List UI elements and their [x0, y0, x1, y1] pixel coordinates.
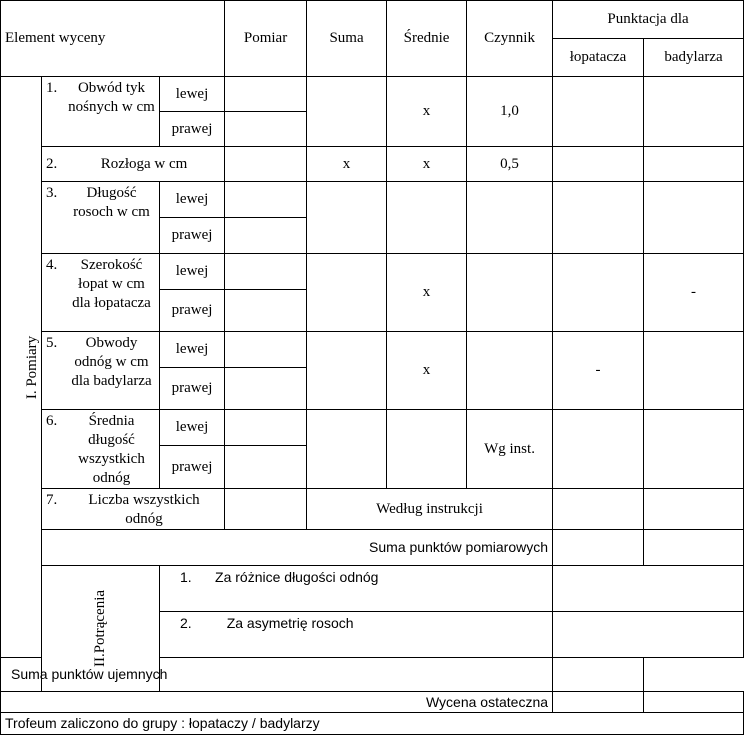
item-6-label: 6. Średnia długość wszystkich odnóg — [42, 410, 160, 489]
header-suma: Suma — [307, 1, 387, 77]
item-7-lopatacza[interactable] — [553, 489, 644, 530]
item-1-lopatacza[interactable] — [553, 77, 644, 147]
header-czynnik: Czynnik — [467, 1, 553, 77]
item-1-prawej: prawej — [160, 112, 225, 147]
item-3-lewej: lewej — [160, 182, 225, 218]
item-4-pomiar-prawej[interactable] — [225, 290, 307, 332]
deduction-2-value[interactable] — [553, 612, 744, 658]
item-6-czynnik: Wg inst. — [467, 410, 553, 489]
item-4-suma[interactable] — [307, 254, 387, 332]
item-5-srednie: x — [387, 332, 467, 410]
item-5-label: 5. Obwody odnóg w cm dla badylarza — [42, 332, 160, 410]
deduction-2-label: 2. Za asymetrię rosoch — [160, 612, 553, 658]
item-3-label: 3. Długość rosoch w cm — [42, 182, 160, 254]
deduction-1-value[interactable] — [553, 566, 744, 612]
item-4-prawej: prawej — [160, 290, 225, 332]
section-pomiary-label: I. Pomiary — [1, 77, 42, 658]
item-1-suma[interactable] — [307, 77, 387, 147]
item-4-srednie: x — [387, 254, 467, 332]
item-3-pomiar-lewej[interactable] — [225, 182, 307, 218]
item-3-prawej: prawej — [160, 218, 225, 254]
item-7-merged: Według instrukcji — [307, 489, 553, 530]
sum-ujemnych-label: Suma punktów ujemnych — [1, 658, 553, 692]
item-1-label: 1. Obwód tyk nośnych w cm — [42, 77, 160, 147]
item-2-badylarza[interactable] — [644, 147, 744, 182]
item-7-pomiar[interactable] — [225, 489, 307, 530]
header-lopatacza: łopatacza — [553, 39, 644, 77]
item-2-lopatacza[interactable] — [553, 147, 644, 182]
item-5-czynnik[interactable] — [467, 332, 553, 410]
header-pomiar: Pomiar — [225, 1, 307, 77]
item-2-label: 2. Rozłoga w cm — [42, 147, 225, 182]
header-badylarza: badylarza — [644, 39, 744, 77]
item-4-czynnik[interactable] — [467, 254, 553, 332]
item-7-badylarza[interactable] — [644, 489, 744, 530]
item-5-prawej: prawej — [160, 368, 225, 410]
item-2-srednie: x — [387, 147, 467, 182]
item-3-lopatacza[interactable] — [553, 182, 644, 254]
item-6-pomiar-lewej[interactable] — [225, 410, 307, 446]
item-1-czynnik: 1,0 — [467, 77, 553, 147]
item-1-srednie: x — [387, 77, 467, 147]
section-potracenia-label: II.Potrącenia — [42, 566, 160, 692]
final-badylarza[interactable] — [644, 692, 744, 713]
footer-trophy-group: Trofeum zaliczono do grupy : łopataczy / badylarzy — [1, 713, 744, 735]
item-5-lewej: lewej — [160, 332, 225, 368]
item-6-srednie[interactable] — [387, 410, 467, 489]
sum-ujemnych-value[interactable] — [553, 658, 644, 692]
item-3-pomiar-prawej[interactable] — [225, 218, 307, 254]
item-4-badylarza: - — [644, 254, 744, 332]
item-4-lopatacza[interactable] — [553, 254, 644, 332]
item-3-suma[interactable] — [307, 182, 387, 254]
item-2-suma: x — [307, 147, 387, 182]
deduction-1-label: 1. Za różnice długości odnóg — [160, 566, 553, 612]
sum-pomiarowych-lopatacza[interactable] — [553, 530, 644, 566]
item-6-suma[interactable] — [307, 410, 387, 489]
item-5-lopatacza: - — [553, 332, 644, 410]
item-1-pomiar-prawej[interactable] — [225, 112, 307, 147]
item-3-badylarza[interactable] — [644, 182, 744, 254]
header-punktacja: Punktacja dla — [553, 1, 744, 39]
item-5-pomiar-prawej[interactable] — [225, 368, 307, 410]
final-lopatacza[interactable] — [553, 692, 644, 713]
item-6-pomiar-prawej[interactable] — [225, 446, 307, 489]
item-4-lewej: lewej — [160, 254, 225, 290]
item-3-srednie[interactable] — [387, 182, 467, 254]
item-7-label: 7. Liczba wszystkich odnóg — [42, 489, 225, 530]
item-3-czynnik[interactable] — [467, 182, 553, 254]
item-4-label: 4. Szerokość łopat w cm dla łopatacza — [42, 254, 160, 332]
item-6-lopatacza[interactable] — [553, 410, 644, 489]
item-2-pomiar[interactable] — [225, 147, 307, 182]
header-element: Element wyceny — [1, 1, 225, 77]
item-6-lewej: lewej — [160, 410, 225, 446]
item-4-pomiar-lewej[interactable] — [225, 254, 307, 290]
item-5-suma[interactable] — [307, 332, 387, 410]
item-1-lewej: lewej — [160, 77, 225, 112]
item-6-badylarza[interactable] — [644, 410, 744, 489]
item-6-prawej: prawej — [160, 446, 225, 489]
sum-pomiarowych-badylarza[interactable] — [644, 530, 744, 566]
item-2-czynnik: 0,5 — [467, 147, 553, 182]
sum-pomiarowych-label: Suma punktów pomiarowych — [42, 530, 553, 566]
item-1-badylarza[interactable] — [644, 77, 744, 147]
header-srednie: Średnie — [387, 1, 467, 77]
item-5-pomiar-lewej[interactable] — [225, 332, 307, 368]
final-label: Wycena ostateczna — [1, 692, 553, 713]
item-1-pomiar-lewej[interactable] — [225, 77, 307, 112]
item-5-badylarza[interactable] — [644, 332, 744, 410]
